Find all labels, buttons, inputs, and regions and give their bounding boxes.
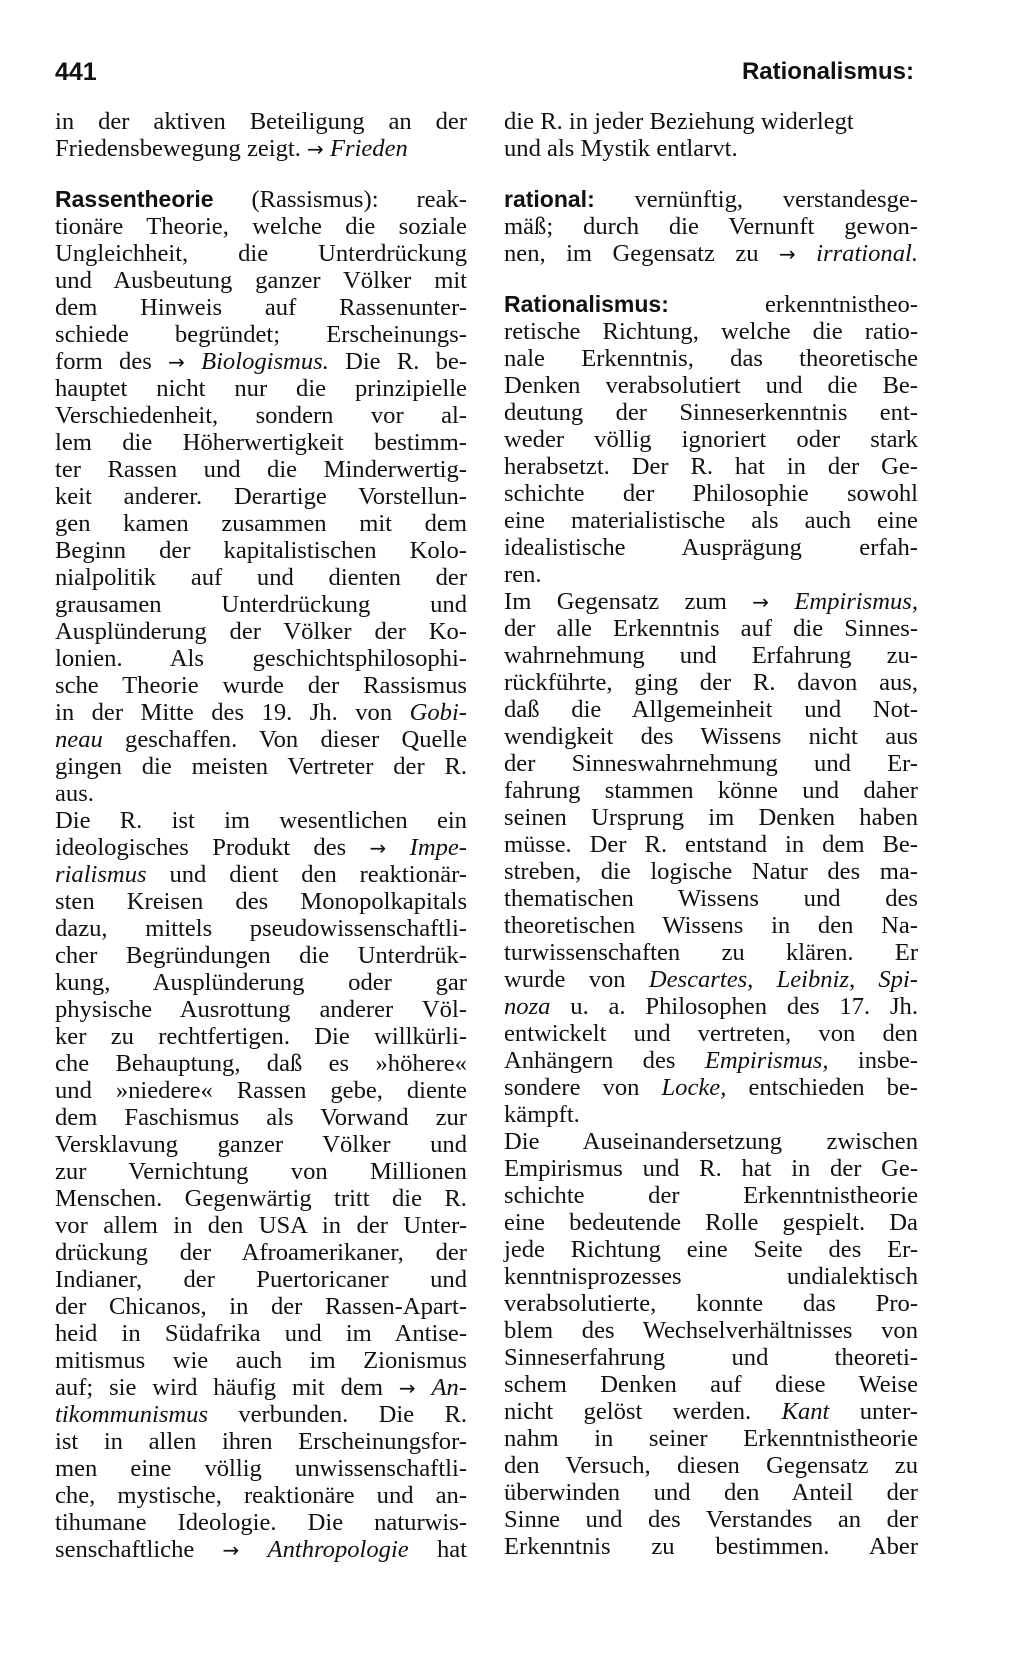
entry-headword: Rationalismus: bbox=[504, 291, 669, 317]
text-line: Im Gegensatz zum → Empirismus, bbox=[504, 588, 918, 615]
text-line: Sinne und des Verstandes an der bbox=[504, 1506, 919, 1533]
text-line: che Behauptung, daß es »höhere« bbox=[55, 1050, 467, 1077]
text-line: idealistische Ausprägung erfah- bbox=[504, 534, 918, 561]
text-line: streben, die logische Natur des ma- bbox=[504, 858, 918, 885]
text-line: kämpft. bbox=[504, 1101, 580, 1128]
text-line: keit anderer. Derartige Vorstellun- bbox=[55, 483, 467, 510]
cross-reference-term: Impe- bbox=[409, 834, 467, 861]
cross-reference-arrow-icon: → bbox=[222, 1538, 240, 1562]
text-line: in der Mitte des 19. Jh. von Gobi- bbox=[55, 699, 467, 726]
entry-separator bbox=[504, 267, 918, 291]
page-number: 441 bbox=[55, 58, 97, 86]
text-line: sondere von Locke, entschieden be- bbox=[504, 1074, 918, 1101]
text-line: Rationalismus: erkenntnistheo- bbox=[504, 291, 918, 318]
text-line: überwinden und den Anteil der bbox=[504, 1479, 918, 1506]
text-line: jede Richtung eine Seite des Er- bbox=[504, 1236, 919, 1263]
text-line: neau geschaffen. Von dieser Quelle bbox=[55, 726, 467, 753]
text-line: grausamen Unterdrückung und bbox=[55, 591, 467, 618]
text-line: nale Erkenntnis, das theoretische bbox=[504, 345, 918, 372]
text-line: dem Hinweis auf Rassenunter- bbox=[55, 294, 467, 321]
text-line: nicht gelöst werden. Kant unter- bbox=[504, 1398, 918, 1425]
text-line: die R. in jeder Beziehung widerlegt bbox=[504, 108, 854, 135]
cross-reference-arrow-icon: → bbox=[168, 350, 185, 374]
cross-reference-arrow-icon: → bbox=[752, 590, 769, 614]
text-line: vor allem in den USA in der Unter- bbox=[55, 1212, 468, 1239]
text-line: turwissenschaften zu klären. Er bbox=[504, 939, 919, 966]
text-line: der alle Erkenntnis auf die Sinnes- bbox=[504, 615, 919, 642]
text-line: nialpolitik auf und dienten der bbox=[55, 564, 468, 591]
entry-separator bbox=[55, 162, 467, 186]
text-line: retische Richtung, welche die ratio- bbox=[504, 318, 919, 345]
cross-reference-arrow-icon: → bbox=[398, 1376, 416, 1400]
text-line: Menschen. Gegenwärtig tritt die R. bbox=[55, 1185, 467, 1212]
cross-reference-term: noza bbox=[504, 993, 551, 1020]
text-line: che, mystische, reaktionäre und an- bbox=[55, 1482, 468, 1509]
text-line: in der aktiven Beteiligung an der bbox=[55, 108, 468, 135]
text-line: schichte der Philosophie sowohl bbox=[504, 480, 919, 507]
text-line: Sinneserfahrung und theoreti- bbox=[504, 1344, 918, 1371]
text-line: wahrnehmung und Erfahrung zu- bbox=[504, 642, 918, 669]
text-line: ren. bbox=[504, 561, 542, 588]
text-line: Beginn der kapitalistischen Kolo- bbox=[55, 537, 467, 564]
text-line: Versklavung ganzer Völker und bbox=[55, 1131, 467, 1158]
text-line: thematischen Wissens und des bbox=[504, 885, 918, 912]
text-line: ideologisches Produkt des → Impe- bbox=[55, 834, 467, 861]
text-line: Friedensbewegung zeigt. → Frieden bbox=[55, 135, 408, 162]
text-line: hauptet nicht nur die prinzipielle bbox=[55, 375, 467, 402]
text-line: gingen die meisten Vertreter der R. bbox=[55, 753, 468, 780]
cross-reference-term: Frieden bbox=[329, 135, 408, 162]
text-line: drückung der Afroamerikaner, der bbox=[55, 1239, 467, 1266]
text-line: Ausplünderung der Völker der Ko- bbox=[55, 618, 467, 645]
cross-reference-term: Empirismus, bbox=[704, 1047, 829, 1074]
entry-separator bbox=[504, 162, 918, 186]
cross-reference-term: rialismus bbox=[55, 861, 147, 888]
text-line: Erkenntnis zu bestimmen. Aber bbox=[504, 1533, 919, 1560]
text-line: müsse. Der R. entstand in dem Be- bbox=[504, 831, 918, 858]
text-line: physische Ausrottung anderer Völ- bbox=[55, 996, 467, 1023]
text-line: der Sinneswahrnehmung und Er- bbox=[504, 750, 918, 777]
text-line: seinen Ursprung im Denken haben bbox=[504, 804, 918, 831]
cross-reference-term: Kant bbox=[781, 1398, 830, 1425]
cross-reference-arrow-icon: → bbox=[778, 242, 796, 266]
text-line: rialismus und dient den reaktionär- bbox=[55, 861, 467, 888]
text-line: Verschiedenheit, sondern vor al- bbox=[55, 402, 468, 429]
cross-reference-term: Empirismus, bbox=[794, 588, 918, 615]
text-line: schem Denken auf diese Weise bbox=[504, 1371, 918, 1398]
text-line: senschaftliche → Anthropologie hat bbox=[55, 1536, 468, 1563]
text-line: daß die Allgemeinheit und Not- bbox=[504, 696, 919, 723]
text-line: entwickelt und vertreten, von den bbox=[504, 1020, 918, 1047]
text-line: eine materialistische als auch eine bbox=[504, 507, 918, 534]
text-line: Ungleichheit, die Unterdrückung bbox=[55, 240, 467, 267]
page-header bbox=[55, 58, 914, 92]
cross-reference-term: Leibniz, bbox=[776, 966, 856, 993]
text-line: mitismus wie auch im Zionismus bbox=[55, 1347, 467, 1374]
cross-reference-arrow-icon: → bbox=[307, 137, 324, 161]
text-line: sten Kreisen des Monopolkapitals bbox=[55, 888, 468, 915]
text-line: gen kamen zusammen mit dem bbox=[55, 510, 467, 537]
text-line: rückführte, ging der R. davon aus, bbox=[504, 669, 918, 696]
running-head: Rationalismus: bbox=[741, 58, 914, 85]
text-line: ter Rassen und die Minderwertig- bbox=[55, 456, 467, 483]
text-line: noza u. a. Philosophen des 17. Jh. bbox=[504, 993, 918, 1020]
text-line: Denken verabsolutiert und die Be- bbox=[504, 372, 918, 399]
text-line: zur Vernichtung von Millionen bbox=[55, 1158, 467, 1185]
text-line: blem des Wechselverhältnisses von bbox=[504, 1317, 918, 1344]
cross-reference-term: Spi- bbox=[878, 966, 918, 993]
text-line: form des → Biologismus. Die R. be- bbox=[55, 348, 468, 375]
text-line: kenntnisprozesses undialektisch bbox=[504, 1263, 918, 1290]
text-line: tihumane Ideologie. Die naturwis- bbox=[55, 1509, 468, 1536]
text-line: men eine völlig unwissenschaftli- bbox=[55, 1455, 468, 1482]
text-line: fahrung stammen könne und daher bbox=[504, 777, 918, 804]
left-column bbox=[55, 108, 467, 1563]
text-line: ist in allen ihren Erscheinungsfor- bbox=[55, 1428, 467, 1455]
text-line: auf; sie wird häufig mit dem → An- bbox=[55, 1374, 467, 1401]
text-line: heid in Südafrika und im Antise- bbox=[55, 1320, 468, 1347]
text-line: wurde von Descartes, Leibniz, Spi- bbox=[504, 966, 918, 993]
cross-reference-term: Biologismus. bbox=[201, 348, 329, 375]
text-line: schichte der Erkenntnistheorie bbox=[504, 1182, 918, 1209]
cross-reference-term: tikommunismus bbox=[55, 1401, 209, 1428]
cross-reference-arrow-icon: → bbox=[369, 836, 387, 860]
cross-reference-term: An- bbox=[431, 1374, 467, 1401]
text-line: Indianer, der Puertoricaner und bbox=[55, 1266, 467, 1293]
text-line: nahm in seiner Erkenntnistheorie bbox=[504, 1425, 918, 1452]
text-line: dazu, mittels pseudowissenschaftli- bbox=[55, 915, 467, 942]
text-line: der Chicanos, in der Rassen-Apart- bbox=[55, 1293, 468, 1320]
text-line: dem Faschismus als Vorwand zur bbox=[55, 1104, 467, 1131]
text-line: mäß; durch die Vernunft gewon- bbox=[504, 213, 918, 240]
text-line: nen, im Gegensatz zu → irrational. bbox=[504, 240, 918, 267]
text-line: eine bedeutende Rolle gespielt. Da bbox=[504, 1209, 918, 1236]
text-line: weder völlig ignoriert oder stark bbox=[504, 426, 918, 453]
cross-reference-term: Gobi- bbox=[409, 699, 467, 726]
right-column bbox=[504, 108, 918, 1560]
text-line: wendigkeit des Wissens nicht aus bbox=[504, 723, 918, 750]
text-line: tionäre Theorie, welche die soziale bbox=[55, 213, 467, 240]
text-line: aus. bbox=[55, 780, 94, 807]
text-line: rational: vernünftig, verstandesge- bbox=[504, 186, 918, 213]
text-line: lonien. Als geschichtsphilosophi- bbox=[55, 645, 467, 672]
text-line: Die Auseinandersetzung zwischen bbox=[504, 1128, 918, 1155]
text-line: ker zu rechtfertigen. Die willkürli- bbox=[55, 1023, 468, 1050]
text-line: deutung der Sinneserkenntnis ent- bbox=[504, 399, 919, 426]
entry-headword: rational: bbox=[504, 186, 595, 212]
text-line: tikommunismus verbunden. Die R. bbox=[55, 1401, 467, 1428]
cross-reference-term: Locke, bbox=[661, 1074, 727, 1101]
text-line: herabsetzt. Der R. hat in der Ge- bbox=[504, 453, 918, 480]
text-line: Rassentheorie (Rassismus): reak- bbox=[55, 186, 467, 213]
entry-headword: Rassentheorie bbox=[55, 186, 214, 212]
text-line: den Versuch, diesen Gegensatz zu bbox=[504, 1452, 918, 1479]
text-line: sche Theorie wurde der Rassismus bbox=[55, 672, 467, 699]
cross-reference-term: irrational. bbox=[816, 240, 918, 267]
cross-reference-term: neau bbox=[55, 726, 103, 753]
text-line: cher Begründungen die Unterdrük- bbox=[55, 942, 468, 969]
text-line: und als Mystik entlarvt. bbox=[504, 135, 738, 162]
text-line: kung, Ausplünderung oder gar bbox=[55, 969, 467, 996]
text-line: und »niedere« Rassen gebe, diente bbox=[55, 1077, 467, 1104]
text-line: verabsolutierte, konnte das Pro- bbox=[504, 1290, 919, 1317]
text-line: schiede begründet; Erscheinungs- bbox=[55, 321, 467, 348]
cross-reference-term: Descartes, bbox=[648, 966, 754, 993]
text-line: Empirismus und R. hat in der Ge- bbox=[504, 1155, 919, 1182]
text-line: Die R. ist im wesentlichen ein bbox=[55, 807, 467, 834]
text-line: theoretischen Wissens in den Na- bbox=[504, 912, 918, 939]
text-line: und Ausbeutung ganzer Völker mit bbox=[55, 267, 467, 294]
cross-reference-term: Anthropologie bbox=[267, 1536, 409, 1563]
text-line: lem die Höherwertigkeit bestimm- bbox=[55, 429, 467, 456]
text-line: Anhängern des Empirismus, insbe- bbox=[504, 1047, 918, 1074]
